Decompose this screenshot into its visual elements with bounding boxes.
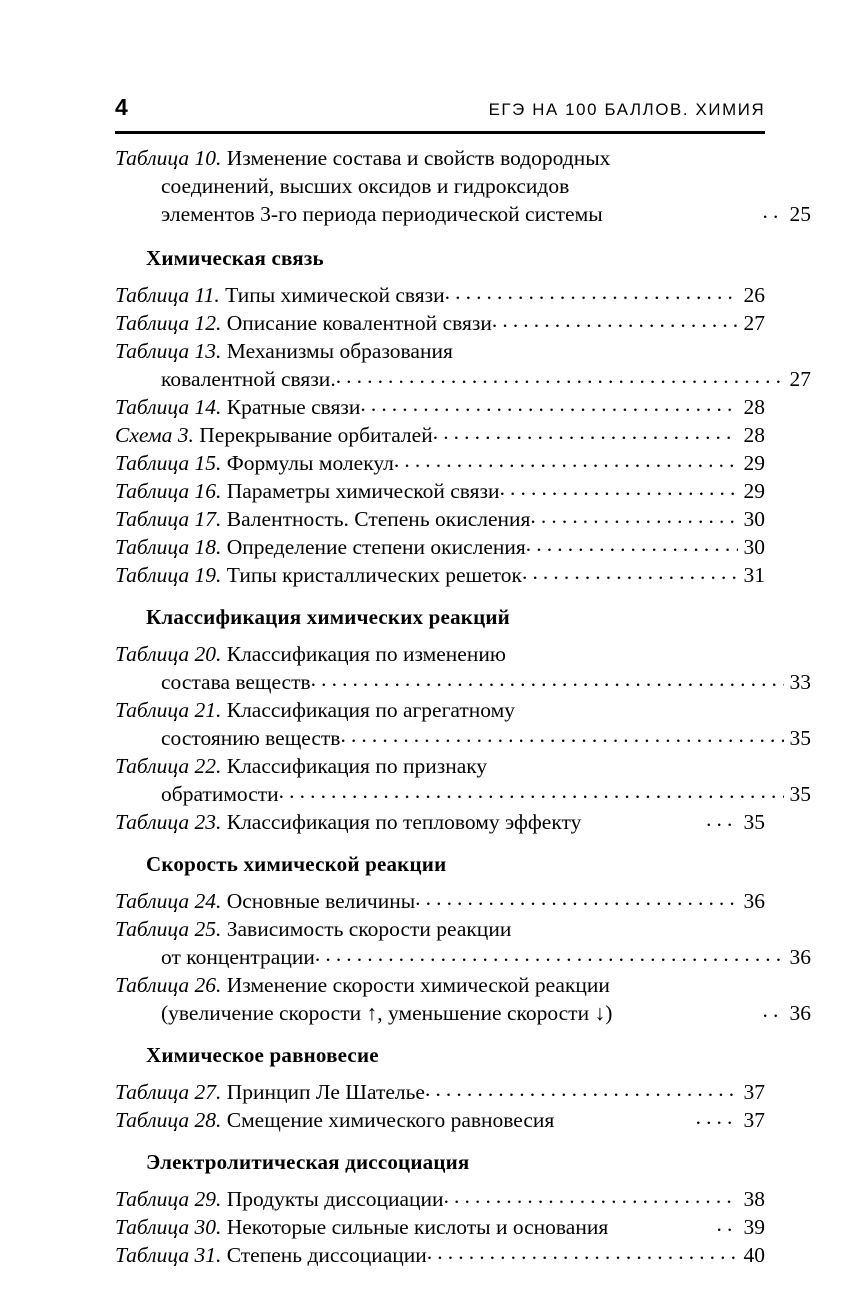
toc-dot-leader [427, 1238, 738, 1260]
toc-entry-title: состава веществ [161, 670, 311, 694]
toc-page-number[interactable]: 36 [789, 1001, 811, 1025]
toc-entry-title: Изменение скорости химической реакции [226, 973, 610, 997]
toc-section-heading: Электролитическая диссоциация [146, 1150, 470, 1174]
toc-entry-line [115, 309, 765, 337]
toc-page-number[interactable]: 33 [789, 670, 811, 694]
toc-entry-title: Определение степени окисления [226, 535, 526, 559]
toc-entry-line [115, 780, 811, 808]
toc-page-number[interactable]: 36 [789, 945, 811, 969]
toc-entry-title: состоянию веществ [161, 726, 341, 750]
toc-entry-line [115, 1241, 765, 1269]
toc-entry-title: Механизмы образования [226, 339, 453, 363]
toc-page-number[interactable]: 28 [743, 395, 765, 419]
toc-page-number[interactable]: 39 [743, 1215, 765, 1239]
toc-page-number[interactable]: 37 [743, 1080, 765, 1104]
toc-page-number[interactable]: 38 [743, 1187, 765, 1211]
toc-entry-label: Таблица 27. [115, 1080, 222, 1104]
toc-entry[interactable] [115, 421, 765, 449]
toc-dot-leader [425, 1075, 738, 1097]
toc-entry-title: Степень диссоциации [226, 1243, 427, 1267]
toc-entry-title: Продукты диссоциации [226, 1187, 444, 1211]
toc-entry[interactable] [115, 309, 765, 337]
toc-entry-title: Классификация по признаку [226, 754, 488, 778]
toc-dot-leader [530, 502, 737, 524]
toc-entry-text [115, 505, 530, 533]
toc-entry-label: Таблица 16. [115, 479, 222, 503]
toc-entry-line [115, 421, 765, 449]
toc-entry-text [115, 1078, 425, 1106]
toc-dot-leader: .. [716, 1212, 738, 1236]
toc-entry[interactable] [115, 561, 765, 589]
toc-entry[interactable] [115, 1213, 765, 1241]
toc-page-number[interactable]: 30 [743, 535, 765, 559]
toc-entry-label: Таблица 11. [115, 283, 220, 307]
toc-entry-line [115, 668, 811, 696]
toc-dot-leader [444, 1182, 738, 1204]
toc-entry-label: Таблица 22. [115, 754, 222, 778]
toc-entry-line [115, 1185, 765, 1213]
toc-entry-line [115, 365, 811, 393]
toc-entry-label: Таблица 29. [115, 1187, 222, 1211]
toc-entry-text [161, 668, 311, 696]
toc-entry-line [115, 1213, 765, 1241]
toc-entry-title: Смещение химического равновесия [226, 1108, 555, 1132]
toc-entry-label: Таблица 23. [115, 810, 222, 834]
toc-entry[interactable] [115, 1106, 765, 1134]
toc-entry-title: Перекрывание орбиталей [199, 423, 433, 447]
toc-entry-title: от концентрации [161, 945, 315, 969]
toc-entry[interactable] [115, 752, 811, 808]
toc-entry[interactable] [115, 640, 811, 696]
toc-entry-label: Таблица 31. [115, 1243, 222, 1267]
toc-entry-text [161, 943, 315, 971]
toc-entry-label: Таблица 15. [115, 451, 222, 475]
toc-entry-title: Валентность. Степень окисления [226, 507, 531, 531]
toc-entry-line [115, 808, 765, 836]
toc-page-number[interactable]: 25 [789, 202, 811, 226]
toc-entry-text [115, 887, 415, 915]
toc-section-heading: Классификация химических реакций [146, 605, 510, 629]
toc-entry-text [115, 533, 526, 561]
toc-entry-line [115, 477, 765, 505]
toc-page-number[interactable]: 31 [743, 563, 765, 587]
toc-entry-line [115, 696, 765, 724]
toc-entry-label: Таблица 28. [115, 1108, 222, 1132]
toc-dot-leader: .... [695, 1105, 738, 1129]
toc-entry-label: Таблица 13. [115, 339, 222, 363]
toc-entry[interactable] [115, 1078, 765, 1106]
toc-entry-title: Параметры химической связи [226, 479, 500, 503]
toc-entry-title: Принцип Ле Шателье [226, 1080, 425, 1104]
toc-entry-title: Кратные связи [226, 395, 361, 419]
toc-dot-leader [415, 884, 737, 906]
toc-entry-label: Таблица 18. [115, 535, 222, 559]
toc-entry-line [115, 144, 765, 172]
table-of-contents [115, 144, 811, 1269]
toc-page-number[interactable]: 35 [743, 810, 765, 834]
toc-entry-line [115, 505, 765, 533]
toc-entry-text [115, 1213, 608, 1241]
toc-dot-leader [311, 665, 784, 687]
toc-page-number[interactable]: 28 [743, 423, 765, 447]
toc-entry-label: Таблица 19. [115, 563, 222, 587]
toc-entry[interactable] [115, 393, 765, 421]
toc-entry[interactable] [115, 971, 811, 1027]
toc-entry-title: Классификация по изменению [226, 642, 506, 666]
toc-entry-title: Зависимость скорости реакции [226, 917, 512, 941]
toc-dot-leader [336, 362, 784, 384]
toc-dot-leader [433, 418, 738, 440]
toc-dot-leader [522, 558, 738, 580]
toc-entry-line [115, 724, 811, 752]
toc-entry[interactable] [115, 281, 765, 309]
toc-dot-leader [492, 306, 738, 328]
toc-entry-label: Таблица 21. [115, 698, 222, 722]
toc-entry-title: Изменение состава и свойств водородных [226, 146, 611, 170]
toc-entry-line [115, 337, 765, 365]
toc-entry-line [115, 640, 765, 668]
toc-page-number[interactable]: 29 [743, 451, 765, 475]
toc-page-number[interactable]: 40 [743, 1243, 765, 1267]
toc-entry-title: ковалентной связи. [161, 367, 336, 391]
toc-entry[interactable] [115, 449, 765, 477]
toc-entry-title: соединений, высших оксидов и гидроксидов [161, 174, 570, 198]
toc-dot-leader [360, 390, 737, 412]
toc-entry-text [115, 393, 360, 421]
toc-entry-text [161, 200, 603, 228]
toc-dot-leader [500, 474, 738, 496]
toc-entry-text [161, 999, 612, 1027]
toc-entry-line [115, 533, 765, 561]
toc-entry-label: Таблица 14. [115, 395, 222, 419]
toc-entry-text [115, 449, 394, 477]
toc-page-number[interactable]: 29 [743, 479, 765, 503]
toc-entry-title: Классификация по тепловому эффекту [226, 810, 582, 834]
toc-entry-text [115, 1241, 427, 1269]
toc-entry-line [115, 943, 811, 971]
toc-entry-label: Таблица 26. [115, 973, 222, 997]
toc-entry-title: (увеличение скорости ↑, уменьшение скорости ↓) [161, 1001, 613, 1025]
toc-entry-text [115, 1106, 554, 1134]
toc-entry-text [115, 561, 522, 589]
toc-entry-line [115, 200, 811, 228]
toc-entry[interactable] [115, 696, 811, 752]
toc-entry[interactable] [115, 808, 765, 836]
toc-entry-title: Формулы молекул [226, 451, 394, 475]
toc-entry-label: Таблица 10. [115, 146, 222, 170]
toc-entry-text [115, 309, 492, 337]
toc-entry-text [115, 281, 445, 309]
header-rule [115, 131, 765, 134]
toc-dot-leader: .. [762, 199, 784, 223]
toc-entry-label: Таблица 30. [115, 1215, 222, 1239]
toc-dot-leader [445, 278, 738, 300]
toc-entry-line [115, 449, 765, 477]
toc-dot-leader [315, 940, 784, 962]
toc-entry[interactable] [115, 505, 765, 533]
toc-entry-text [161, 724, 340, 752]
toc-entry[interactable] [115, 337, 811, 393]
toc-entry-title: Типы кристаллических решеток [226, 563, 522, 587]
toc-entry-label: Таблица 25. [115, 917, 222, 941]
toc-entry-title: Некоторые сильные кислоты и основания [226, 1215, 609, 1239]
toc-dot-leader [340, 721, 783, 743]
running-header [115, 96, 765, 136]
toc-entry-text [115, 808, 581, 836]
toc-dot-leader [394, 446, 738, 468]
toc-entry-line [115, 915, 765, 943]
toc-entry-label: Схема 3. [115, 423, 194, 447]
toc-entry[interactable] [115, 1185, 765, 1213]
toc-entry-line [115, 1078, 765, 1106]
toc-dot-leader [526, 530, 738, 552]
toc-entry[interactable] [115, 533, 765, 561]
toc-entry-title: обратимости [161, 782, 279, 806]
toc-entry-line [115, 752, 765, 780]
toc-page-number[interactable]: 36 [743, 889, 765, 913]
toc-page-number[interactable]: 35 [789, 726, 811, 750]
toc-dot-leader: .. [762, 998, 784, 1022]
toc-entry-title: Описание ковалентной связи [226, 311, 492, 335]
toc-page-number[interactable]: 35 [789, 782, 811, 806]
toc-entry-line [115, 999, 811, 1027]
toc-entry-label: Таблица 12. [115, 311, 222, 335]
toc-entry-title: элементов 3-го периода периодической системы [161, 202, 603, 226]
toc-page-number[interactable]: 27 [789, 367, 811, 391]
toc-entry-text [115, 1185, 444, 1213]
toc-entry[interactable] [115, 1241, 765, 1269]
toc-page-number[interactable]: 37 [743, 1108, 765, 1132]
toc-entry-text [115, 421, 433, 449]
toc-entry-title: Основные величины [226, 889, 416, 913]
toc-entry-text [115, 477, 500, 505]
toc-page-number[interactable]: 27 [743, 311, 765, 335]
toc-entry-line [115, 887, 765, 915]
toc-entry-line [115, 1106, 765, 1134]
toc-entry-line [115, 281, 765, 309]
running-title: ЕГЭ НА 100 БАЛЛОВ. ХИМИЯ [488, 101, 765, 119]
toc-entry[interactable] [115, 887, 765, 915]
toc-dot-leader [279, 777, 784, 799]
page-folio: 4 [115, 94, 128, 120]
toc-dot-leader: ... [706, 807, 738, 831]
toc-page-number[interactable]: 30 [743, 507, 765, 531]
toc-entry-label: Таблица 24. [115, 889, 222, 913]
toc-entry-title: Классификация по агрегатному [226, 698, 516, 722]
toc-entry-text [161, 365, 336, 393]
toc-section-heading: Химическое равновесие [146, 1043, 379, 1067]
toc-page-number[interactable]: 26 [743, 283, 765, 307]
toc-section-heading: Химическая связь [146, 246, 324, 270]
toc-section-heading: Скорость химической реакции [146, 852, 447, 876]
toc-entry-title: Типы химической связи [225, 283, 445, 307]
toc-entry-label: Таблица 17. [115, 507, 222, 531]
toc-entry-text [161, 780, 279, 808]
toc-entry[interactable] [115, 915, 811, 971]
toc-entry-line [115, 172, 765, 200]
toc-entry[interactable] [115, 477, 765, 505]
toc-entry-line [115, 971, 765, 999]
toc-entry-label: Таблица 20. [115, 642, 222, 666]
toc-entry-line [115, 561, 765, 589]
toc-entry-line [115, 393, 765, 421]
toc-entry[interactable] [115, 144, 811, 228]
